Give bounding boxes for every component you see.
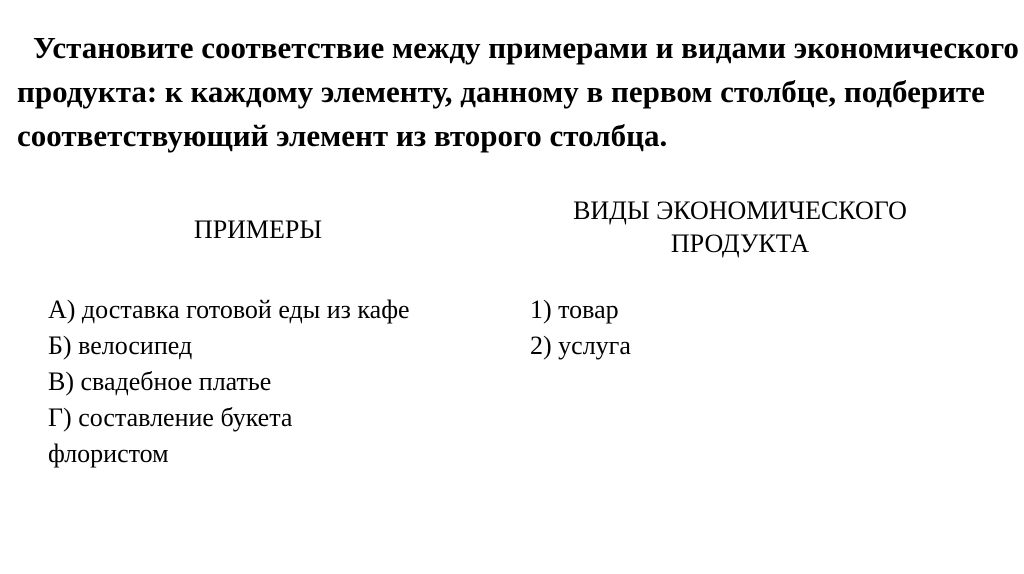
examples-list — [48, 292, 488, 472]
types-header-line2: ПРОДУКТА — [670, 229, 810, 258]
example-item-b: Б) велосипед — [48, 331, 193, 360]
example-item-a: А) доставка готовой еды из кафе — [48, 295, 410, 324]
type-item-1: 1) товар — [530, 295, 619, 324]
task-text: Установите соответствие между примерами и видами экономического продукта: к каждому элементу, данному в первом столбце, подберите соответствующий элемент из второго столбца. — [17, 30, 1019, 153]
type-item-2: 2) услуга — [530, 331, 631, 360]
task-statement — [17, 26, 1022, 158]
examples-column-header: ПРИМЕРЫ — [193, 215, 323, 244]
types-header-line1: ВИДЫ ЭКОНОМИЧЕСКОГО — [573, 196, 907, 225]
example-item-v: В) свадебное платье — [48, 367, 272, 396]
types-column-header — [520, 194, 960, 260]
types-list — [530, 292, 830, 364]
example-item-g: Г) составление букета флористом — [48, 403, 293, 468]
